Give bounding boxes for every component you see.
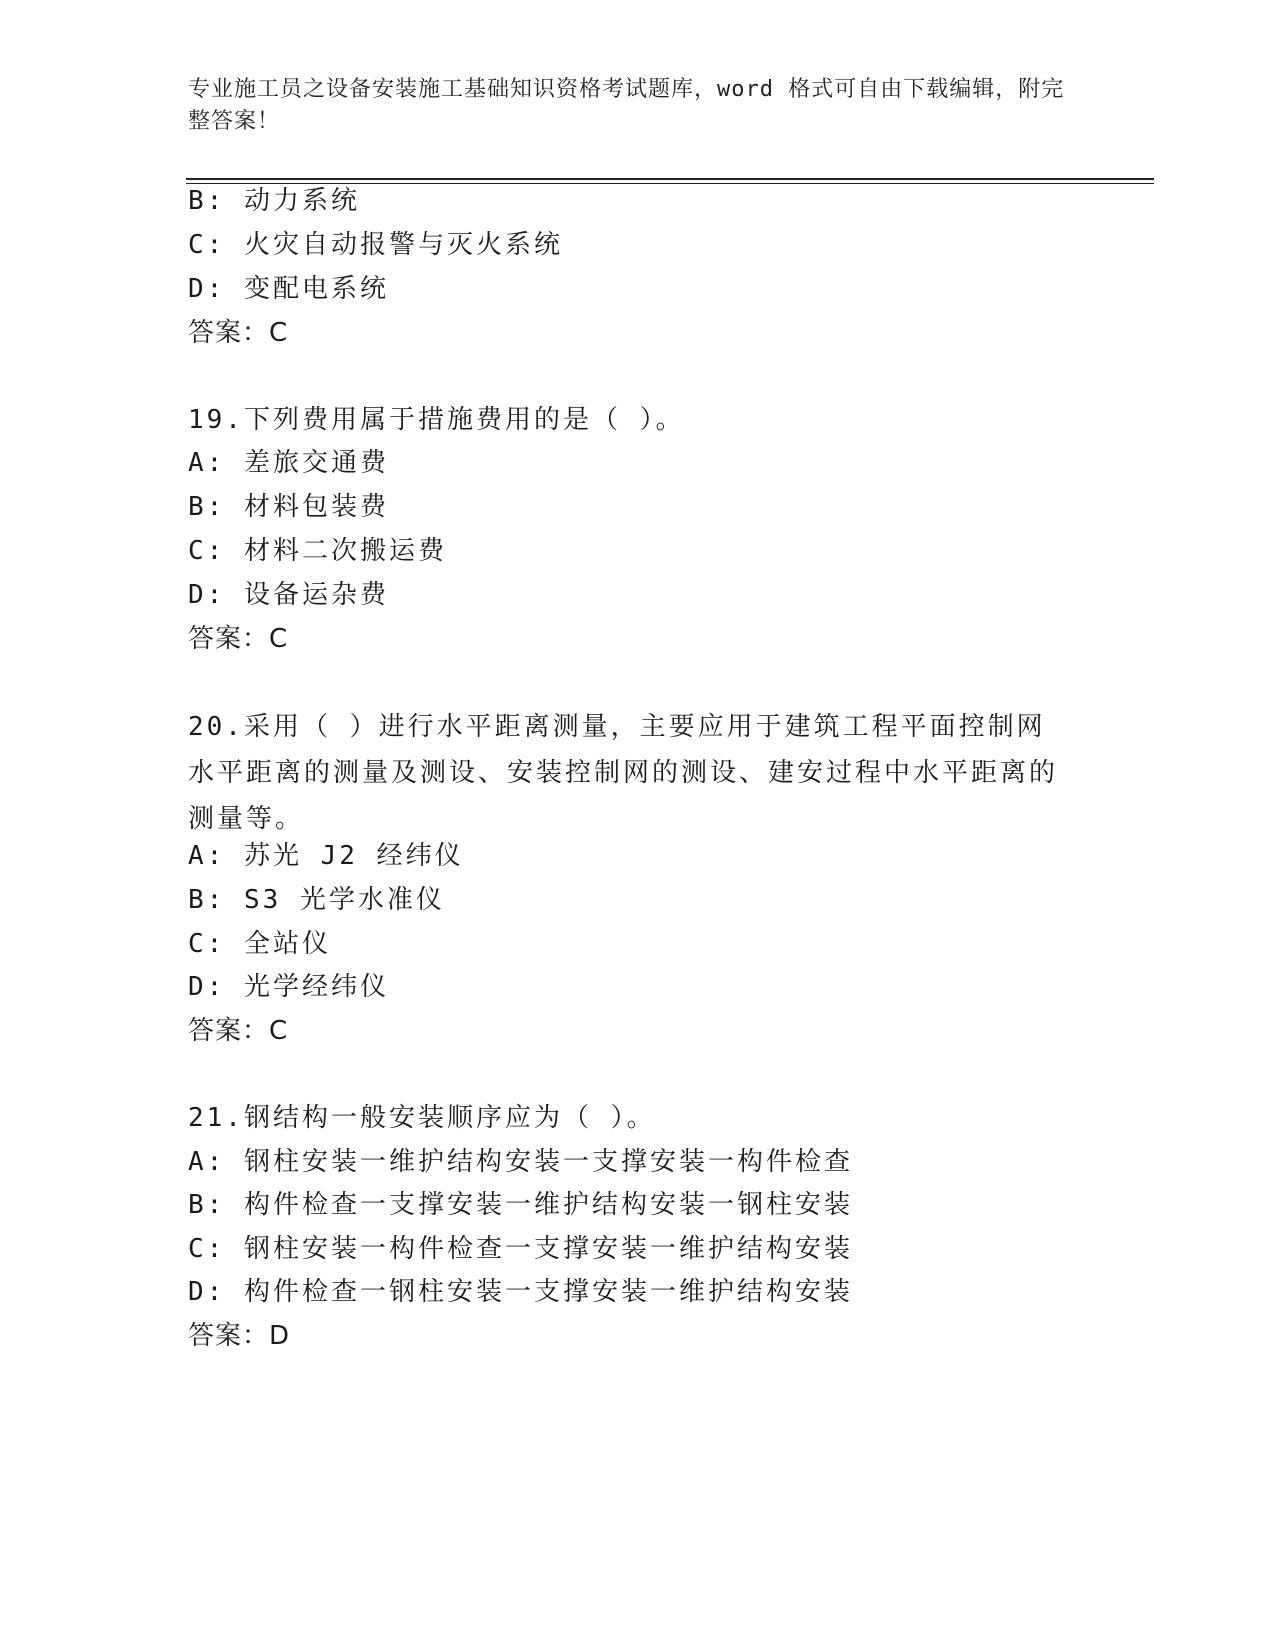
question-20-option-a: A: 苏光 J2 经纬仪: [188, 841, 464, 871]
option-d: D: 变配电系统: [188, 274, 389, 304]
question-20-answer: 答案：C: [188, 1016, 289, 1046]
answer-line: 答案：C: [188, 318, 289, 348]
question-19-option-c: C: 材料二次搬运费: [188, 536, 447, 566]
header-divider: [186, 178, 1154, 180]
question-19-option-d: D: 设备运杂费: [188, 580, 389, 610]
question-20-option-d: D: 光学经纬仪: [188, 972, 389, 1002]
question-21-option-b: B: 构件检查一支撑安装一维护结构安装一钢柱安装: [188, 1190, 853, 1220]
question-20-option-c: C: 全站仪: [188, 929, 331, 959]
question-20-option-b: B: S3 光学水准仪: [188, 885, 445, 915]
question-19-answer: 答案：C: [188, 624, 289, 654]
question-20-stem: 20.采用（ ）进行水平距离测量，主要应用于建筑工程平面控制网水平距离的测量及测设、安装控制网的测设、建安过程中水平距离的测量等。: [188, 712, 1059, 834]
header-divider-thin: [186, 183, 1154, 184]
document-header: 专业施工员之设备安装施工基础知识资格考试题库，word 格式可自由下载编辑，附完整答案！: [188, 77, 1065, 134]
question-21-option-d: D: 构件检查一钢柱安装一支撑安装一维护结构安装: [188, 1277, 853, 1307]
question-21-option-a: A: 钢柱安装一维护结构安装一支撑安装一构件检查: [188, 1147, 853, 1177]
question-19-option-b: B: 材料包装费: [188, 492, 389, 522]
option-c: C: 火灾自动报警与灭火系统: [188, 230, 563, 260]
question-21-answer: 答案：D: [188, 1321, 291, 1351]
question-19-option-a: A: 差旅交通费: [188, 448, 389, 478]
question-21-option-c: C: 钢柱安装一构件检查一支撑安装一维护结构安装: [188, 1234, 853, 1264]
question-19-stem: 19.下列费用属于措施费用的是（ ）。: [188, 405, 685, 435]
option-b: B: 动力系统: [188, 186, 360, 216]
question-21-stem: 21.钢结构一般安装顺序应为（ ）。: [188, 1103, 656, 1133]
